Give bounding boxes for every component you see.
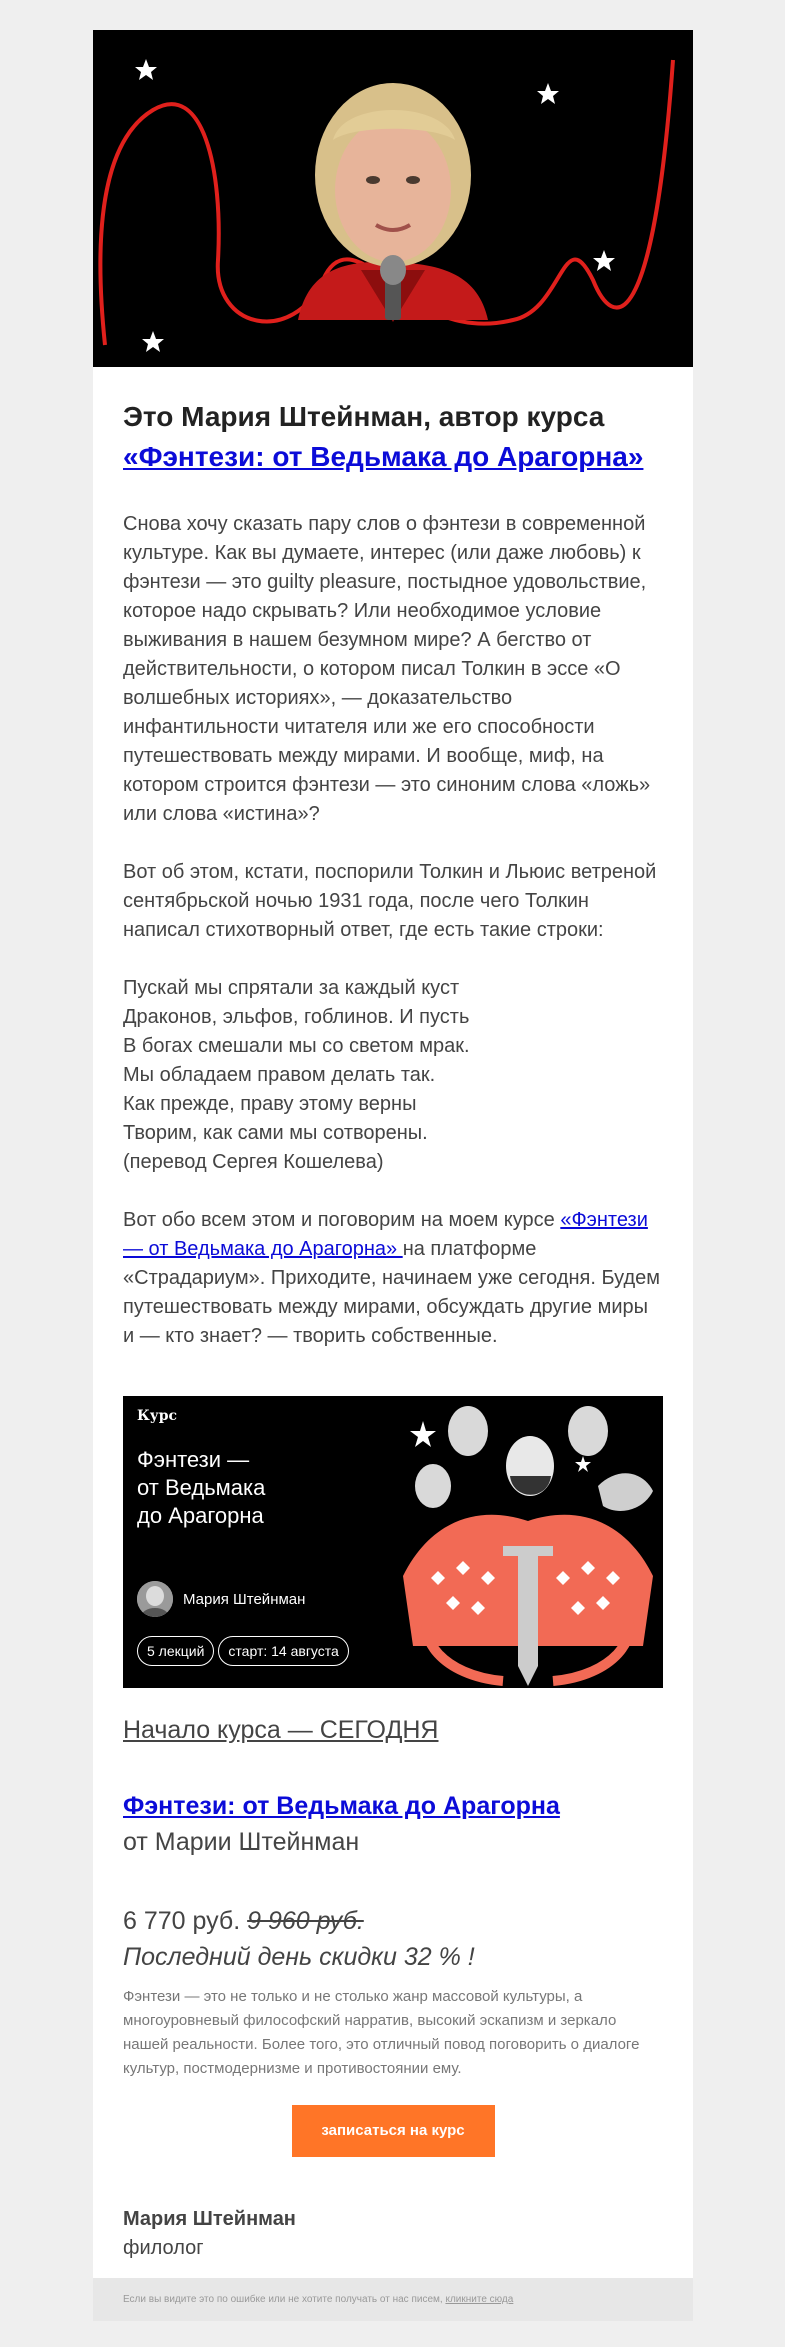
enroll-button[interactable]: записаться на курс bbox=[292, 2105, 495, 2157]
banner-title bbox=[137, 1446, 367, 1530]
discount-notice: Последний день скидки 32 % ! bbox=[123, 1943, 475, 1971]
star-icon bbox=[135, 59, 157, 80]
hero-illustration bbox=[93, 30, 693, 367]
poem-quote bbox=[123, 974, 663, 1177]
old-price: 9 960 руб. bbox=[247, 1907, 364, 1935]
banner-label: Курс bbox=[137, 1408, 178, 1424]
headline-course-link[interactable]: «Фэнтези: от Ведьмака до Арагорна» bbox=[123, 441, 644, 472]
poem-translator: (перевод Сергея Кошелева) bbox=[123, 1151, 384, 1173]
avatar bbox=[137, 1581, 173, 1617]
banner-pills bbox=[137, 1636, 353, 1666]
banner-title-line: до Арагорна bbox=[137, 1503, 264, 1528]
lectures-pill: 5 лекций bbox=[137, 1636, 214, 1666]
invite-course-link[interactable]: «Фэнтези — от Ведьмака до Арагорна» bbox=[123, 1209, 648, 1260]
portrait bbox=[298, 83, 488, 322]
course-title-link[interactable]: Фэнтези: от Ведьмака до Арагорна bbox=[123, 1792, 560, 1820]
price-line bbox=[123, 1903, 663, 1939]
poem-line: Мы обладаем правом делать так. bbox=[123, 1064, 436, 1086]
poem-line: Творим, как сами мы сотворены. bbox=[123, 1122, 428, 1144]
invite-text-before: Вот обо всем этом и поговорим на моем курсе bbox=[123, 1209, 561, 1231]
poem-line: Как прежде, праву этому верны bbox=[123, 1093, 417, 1115]
start-date-pill: старт: 14 августа bbox=[218, 1636, 348, 1666]
cta-wrapper bbox=[123, 2105, 663, 2157]
star-icon bbox=[537, 83, 559, 104]
footer-text: Если вы видите это по ошибке или не хотите получать от нас писем, bbox=[123, 2294, 446, 2305]
invite-text-after: на платформе «Страдариум». Приходите, начинаем уже сегодня. Будем путешествовать между мирами, обсуждать другие миры и — кто знает? — творить собственные. bbox=[123, 1238, 661, 1347]
banner-title-line: от Ведьмака bbox=[137, 1475, 266, 1500]
banner-illustration bbox=[393, 1396, 663, 1688]
headline-line: Это Мария Штейнман, автор курса bbox=[123, 401, 605, 432]
star-icon bbox=[593, 250, 615, 271]
story-paragraph: Вот об этом, кстати, поспорили Толкин и Льюис ветреной сентябрьской ночью 1931 года, после чего Толкин написал стихотворный ответ, где есть такие строки: bbox=[123, 861, 657, 941]
unsubscribe-link[interactable]: кликните сюда bbox=[445, 2294, 514, 2305]
hero-image bbox=[93, 30, 693, 367]
banner-author-name: Мария Штейнман bbox=[183, 1590, 306, 1608]
footer bbox=[93, 2278, 693, 2321]
intro-paragraph: Снова хочу сказать пару слов о фэнтези в современной культуре. Как вы думаете, интерес (или даже любовь) к фэнтези — это guilty pleasure, постыдное удовольствие, которое надо скрывать? Или необходимое условие выживания в нашем безумном мире? А бегство от действительности, о котором писал Толкин в эссе «О волшебных историях», — доказательство инфантильности читателя или же его способности путешествовать между мирами. И вообще, миф, на котором строится фэнтези — это синоним слова «ложь» или слова «истина»? bbox=[123, 513, 651, 825]
invite-paragraph bbox=[123, 1206, 663, 1351]
banner-title-line: Фэнтези — bbox=[137, 1447, 250, 1472]
headline bbox=[123, 367, 663, 477]
course-description: Фэнтези — это не только и не столько жанр массовой культуры, а многоуровневый философский нарратив, высокий эскапизм и зеркало нашей реальности. Более того, это отличный повод поговорить о диалоге культур, постмодернизме и противостоянии ему. bbox=[123, 1988, 640, 2077]
signature-name: Мария Штейнман bbox=[123, 2208, 296, 2230]
course-title bbox=[123, 1789, 663, 1823]
course-author: от Марии Штейнман bbox=[123, 1828, 360, 1856]
poem-line: В богах смешали мы со светом мрак. bbox=[123, 1035, 470, 1057]
course-banner[interactable] bbox=[123, 1396, 663, 1688]
banner-author bbox=[137, 1581, 305, 1617]
signature-role: филолог bbox=[123, 2237, 204, 2259]
poem-line: Драконов, эльфов, гоблинов. И пусть bbox=[123, 1006, 470, 1028]
start-notice: Начало курса — СЕГОДНЯ bbox=[123, 1716, 439, 1744]
poem-line: Пускай мы спрятали за каждый куст bbox=[123, 977, 460, 999]
star-icon bbox=[142, 331, 164, 352]
email-container bbox=[93, 30, 693, 2321]
current-price: 6 770 руб. bbox=[123, 1907, 241, 1935]
